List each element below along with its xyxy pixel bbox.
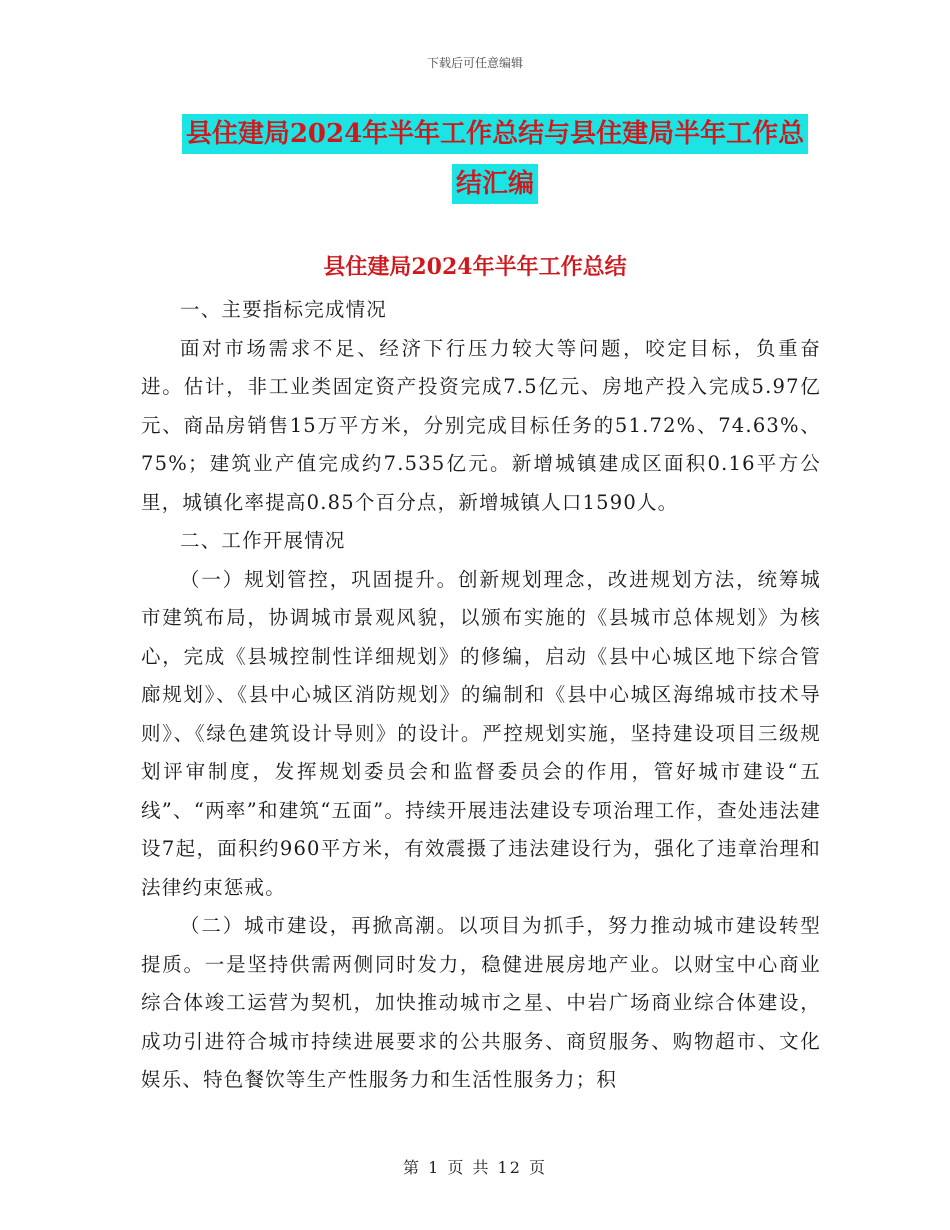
title-line-1: 县住建局2024年半年工作总结与县住建局半年工作总 xyxy=(182,114,808,154)
paragraph-construction: （二）城市建设，再掀高潮。以项目为抓手，努力推动城市建设转型提质。一是坚持供需两侧同时发力，稳健进展房地产业。以财宝中心商业综合体竣工运营为契机，加快推动城市之星、中岩广场商业综合体建设，成功引进符合城市持续进展要求的公共服务、商贸服务、购物超市、文化娱乐、特色餐饮等生产性服务力和生活性服务力；积 xyxy=(141,914,821,1091)
page-footer-number: 第 1 页 共 12 页 xyxy=(403,1158,547,1177)
page-header-note: 下载后可任意编辑 xyxy=(426,56,523,70)
section-heading-1: 一、主要指标完成情况 xyxy=(180,298,388,321)
paragraph-planning: （一）规划管控，巩固提升。创新规划理念，改进规划方法，统筹城市建筑布局，协调城市景观风貌，以颁布实施的《县城市总体规划》为核心，完成《县城控制性详细规划》的修编，启动《县中心城区地下综合管廊规划》、《县中心城区消防规划》的编制和《县中心城区海绵城市技术导则》、《绿色建筑设计导则》的设计。严控规划实施，坚持建设项目三级规划评审制度，发挥规划委员会和监督委员会的作用，管好城市建设“五线”、“两率”和建筑“五面”。持续开展违法建设专项治理工作，查处违法建设7起，面积约960平方米，有效震摄了违法建设行为，强化了违章治理和法律约束惩戒。 xyxy=(141,567,821,899)
section-heading-2: 二、工作开展情况 xyxy=(180,529,346,552)
title-line-2: 结汇编 xyxy=(452,164,538,204)
paragraph-indicators: 面对市场需求不足、经济下行压力较大等问题，咬定目标，负重奋进。估计，非工业类固定资产投资完成7.5亿元、房地产投入完成5.97亿元、商品房销售15万平方米，分别完成目标任务的51.72%、74.63%、75%；建筑业产值完成约7.535亿元。新增城镇建成区面积0.16平方公里，城镇化率提高0.85个百分点，新增城镇人口1590人。 xyxy=(141,336,821,514)
document-title xyxy=(140,110,850,210)
document-body xyxy=(141,291,821,1100)
document-subtitle: 县住建局2024年半年工作总结 xyxy=(323,254,627,280)
